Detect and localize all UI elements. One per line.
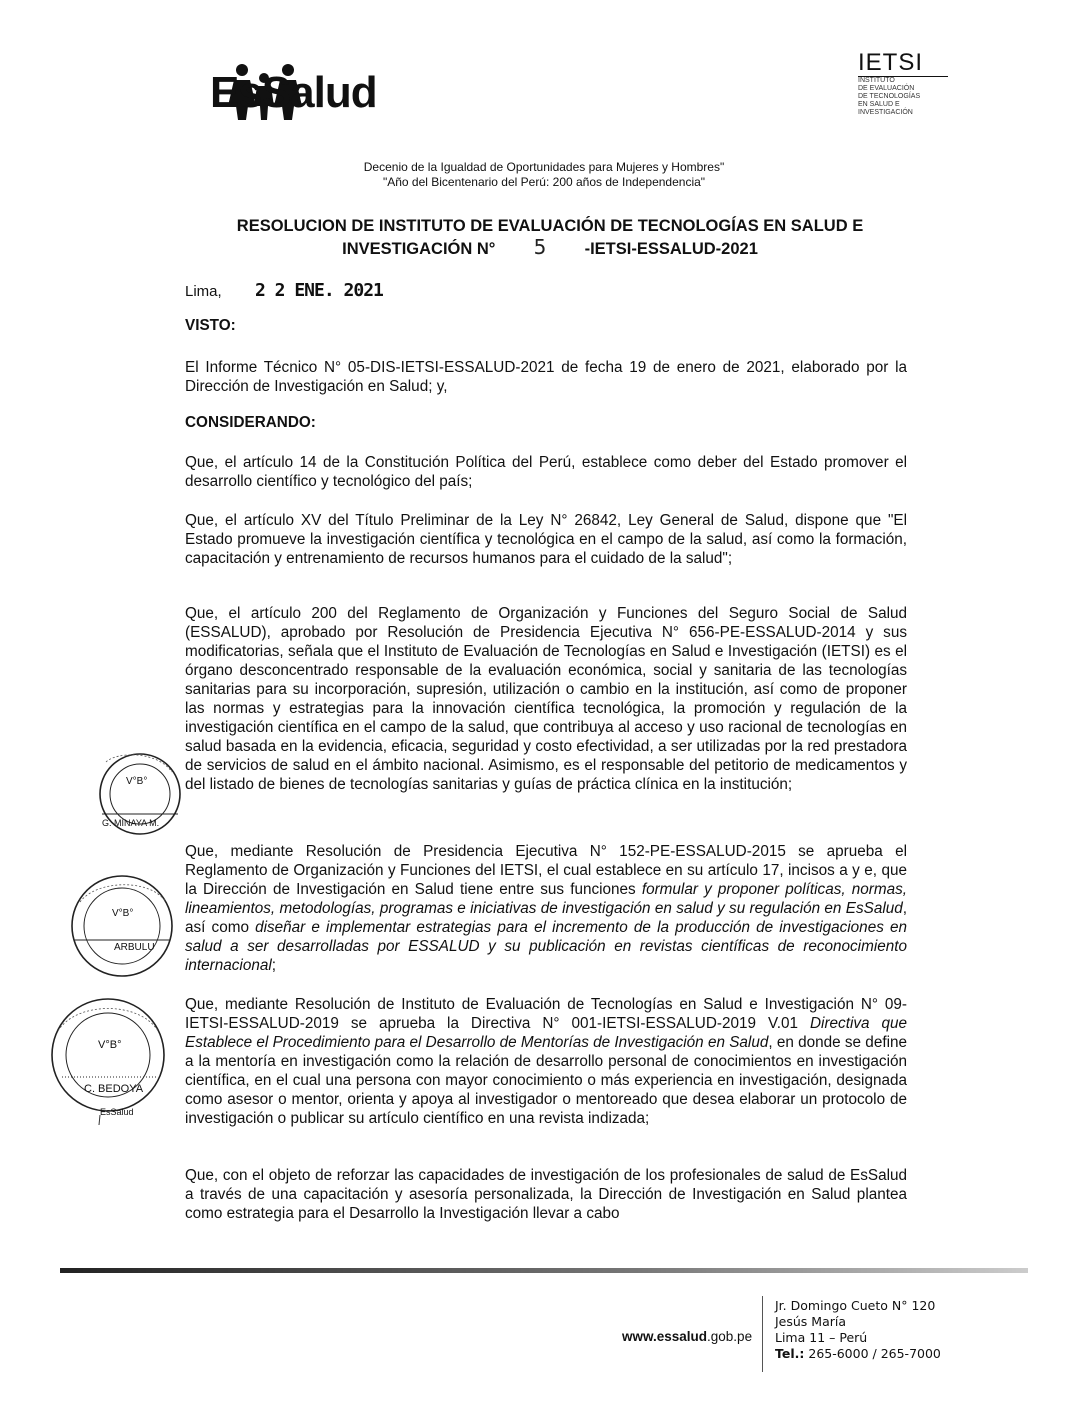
ietsi-logo-line: DE TECNOLOGÍAS xyxy=(858,93,921,100)
address-line-3: Lima 11 – Perú xyxy=(775,1330,868,1345)
title-line-2 xyxy=(170,237,930,260)
paragraph-5-text-2: , en donde se define a la mentoría en investigación como la relación de desarrollo personal de conocimientos en investigación científica, en el cual una persona con mayor conocimiento o más experiencia en investigación, designada como asesor o mentor, orienta y apoya al investigador o mentoreado que desea elaborar un protocolo de investigación o publicar su artículo científico en una revista indizada; xyxy=(185,1034,907,1127)
date-place: Lima, xyxy=(185,283,222,300)
address-line-2: Jesús María xyxy=(775,1314,847,1329)
paragraph-4-quote-2: diseñar e implementar estrategias para el incremento de la producción de investigaciones en salud a ser desarrolladas por ESSALUD y su publicación en revistas científicas de reconocimiento internacional xyxy=(185,919,908,974)
paragraph-4 xyxy=(185,842,907,975)
resolution-number: 5 xyxy=(533,235,547,259)
essalud-logo-text: EsSalud xyxy=(210,68,377,117)
visto-heading: VISTO: xyxy=(185,317,236,334)
paragraph-5-directive-title: Directiva que Establece el Procedimiento para el Desarrollo de Mentorías de Investigación en Salud xyxy=(185,1015,907,1051)
paragraph-4-end: ; xyxy=(271,957,276,974)
seal-stamp-icon xyxy=(96,742,188,852)
paragraph-6: Que, con el objeto de reforzar las capacidades de investigación de los profesionales de salud de EsSalud a través de una capacitación y asesoría personalizada, la Dirección de Investigación en Salud plantea como estrategia para el Desarrollo la Investigación llevar a cabo xyxy=(185,1167,907,1222)
seal-name: G. MINAYA M. xyxy=(102,818,160,828)
paragraph-5 xyxy=(185,995,907,1128)
approval-seal-3 xyxy=(40,995,174,1125)
footer-rule xyxy=(60,1268,1028,1273)
paragraph-5-text: Que, mediante Resolución de Instituto de Evaluación de Tecnologías en Salud e Investigación N° 09-IETSI-ESSALUD-2019 se aprueba la Directiva N° 001-IETSI-ESSALUD-2019 V.01 xyxy=(185,996,907,1032)
resolution-title xyxy=(170,216,930,260)
considerando-heading: CONSIDERANDO: xyxy=(185,414,316,431)
footer-website[interactable] xyxy=(622,1329,752,1344)
ietsi-logo-title: IETSI xyxy=(858,50,948,77)
approval-seal-2 xyxy=(66,872,178,982)
ietsi-logo-line: INSTITUTO xyxy=(858,77,895,84)
seal-name: ARBULU xyxy=(114,942,155,953)
seal-org: EsSalud xyxy=(100,1107,134,1117)
paragraph-4-text: Que, mediante Resolución de Presidencia Ejecutiva N° 152-PE-ESSALUD-2015 se aprueba el Reglamento de Organización y Funciones del IETSI, el cual establece en su artículo 17, incisos a y e, que la Dirección de Investigación en Salud tiene entre sus funciones xyxy=(185,843,907,898)
ietsi-logo-line: DE EVALUACIÓN xyxy=(858,85,915,92)
title-line-1: RESOLUCION DE INSTITUTO DE EVALUACIÓN DE TECNOLOGÍAS EN SALUD E xyxy=(236,217,864,235)
title-suffix: -IETSI-ESSALUD-2021 xyxy=(584,240,758,258)
address-phone xyxy=(775,1346,941,1362)
ietsi-logo-line: EN SALUD E xyxy=(858,101,900,108)
paragraph-2: Que, el artículo XV del Título Preliminar de la Ley N° 26842, Ley General de Salud, dispone que "El Estado promueve la investigación científica y tecnológica en el campo de la salud, así como la formación, capacitación y entrenamiento de recursos humanos para el cuidado de la salud"; xyxy=(185,512,907,567)
phone-label: Tel.: xyxy=(775,1346,805,1361)
seal-vb: V°B° xyxy=(98,1039,122,1051)
paragraph-4-quote-1: formular y proponer políticas, normas, lineamientos, metodologías, programas e iniciativas de investigación en salud y su regulación en EsSalud xyxy=(185,881,907,917)
date-stamp: 2 2 ENE. 2021 xyxy=(255,280,383,301)
year-motto xyxy=(0,160,1088,190)
paragraph-3: Que, el artículo 200 del Reglamento de Organización y Funciones del Seguro Social de Salud (ESSALUD), aprobado por Resolución de Presidencia Ejecutiva N° 656-PE-ESSALUD-2014 y sus modificatorias, señala que el Instituto de Evaluación de Tecnologías en Salud e Investigación (IETSI) es el órgano desconcentrado responsable de la evaluación económica, social y sanitaria de las tecnologías sanitarias para su incorporación, supresión, utilización o cambio en la institución, así como de proponer las normas y estrategias para la innovación científica tecnológica, la promoción y regulación de la investigación científica en el campo de la salud, que contribuya al acceso y uso racional de tecnologías en salud basada en la evidencia, eficacia, seguridad y costo efectividad, a ser utilizadas por la red prestadora de servicios de salud en el ámbito nacional. Asimismo, es el responsable del petitorio de medicamentos y del listado de bienes de tecnologías sanitarias y guías de práctica clínica en la institución; xyxy=(185,605,907,793)
ietsi-logo xyxy=(858,50,948,117)
ietsi-logo-line: INVESTIGACIÓN xyxy=(858,109,913,116)
footer-website-tld: .gob.pe xyxy=(707,1329,753,1344)
footer-address xyxy=(775,1298,941,1362)
approval-seal-1 xyxy=(96,742,188,852)
seal-stamp-icon xyxy=(40,995,174,1125)
paragraph-4-text-2: , así como xyxy=(185,900,907,936)
seal-vb: V°B° xyxy=(112,908,134,919)
footer-website-domain: www.essalud xyxy=(622,1329,708,1344)
seal-name: C. BEDOYA xyxy=(84,1083,144,1095)
seal-vb: V°B° xyxy=(126,776,148,787)
seal-stamp-icon xyxy=(66,872,178,982)
motto-line-2: "Año del Bicentenario del Perú: 200 años de Independencia" xyxy=(382,175,706,189)
visto-text: El Informe Técnico N° 05-DIS-IETSI-ESSALUD-2021 de fecha 19 de enero de 2021, elaborado por la Dirección de Investigación en Salud; y, xyxy=(185,359,907,395)
address-line-1: Jr. Domingo Cueto N° 120 xyxy=(775,1298,936,1313)
footer-divider xyxy=(762,1296,763,1372)
paragraph-1: Que, el artículo 14 de la Constitución Política del Perú, establece como deber del Estado promover el desarrollo científico y tecnológico del país; xyxy=(185,454,907,490)
motto-line-1: Decenio de la Igualdad de Oportunidades para Mujeres y Hombres" xyxy=(363,160,725,174)
title-prefix: INVESTIGACIÓN N° xyxy=(342,240,496,258)
phone-value: 265-6000 / 265-7000 xyxy=(804,1346,941,1361)
